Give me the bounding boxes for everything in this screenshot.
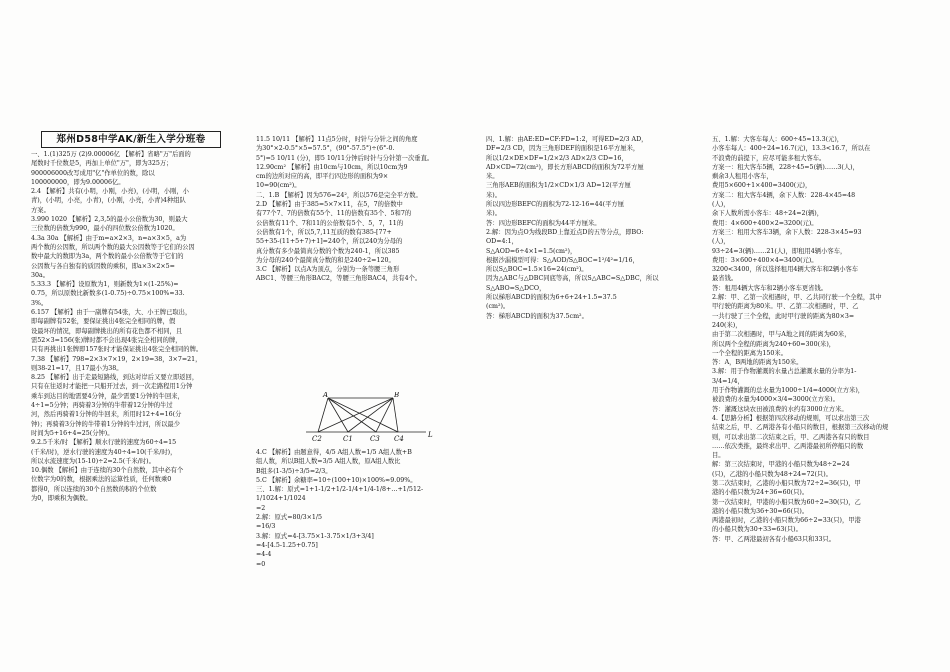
text-line: 4.3a 30a 【解析】由于m=a×2×3，n=a×3×5，a为 — [31, 234, 187, 242]
text-line: 9.2.5千米/时 【解析】顺水行驶的速度为60÷4=15 — [31, 439, 177, 447]
text-line: 只有在往返时才能把一只船开过去，到一次走路程用1分钟 — [31, 383, 193, 391]
text-line: 55+35-(11+5+7)+1]=240个，所以240为分母的 — [256, 238, 403, 246]
text-line: 第二次结束时，乙港的小船只数为72÷2=36(只)，甲 — [712, 479, 861, 487]
text-line: (千米/时)，逆水行驶的速度为40÷4=10(千米/时)， — [31, 448, 177, 456]
text-line: 1/1024+1/1024 — [256, 495, 306, 503]
text-line: 100000000，即为9.00006亿。 — [31, 178, 125, 186]
text-line: 位数字为0的数，根据乘法的运算性质，任何数乘0 — [31, 476, 172, 484]
text-line: 费用：3×600+400×4=3400(元)。 — [712, 256, 818, 264]
label-a: A — [323, 392, 329, 399]
text-line: 一共行驶了三个全程，此时甲行驶的距离为80×3= — [712, 312, 855, 320]
text-line: 为30°×2-0.5°×5=57.5°，(90°-57.5°)÷(6°-0. — [256, 145, 395, 153]
text-line: 米。 — [486, 173, 499, 181]
label-l: L — [428, 431, 433, 439]
text-line: 900006000改写成用"亿"作单位的数，除以 — [31, 169, 155, 177]
text-line: 乘车到达目的地需要4分钟，最少需要1分钟的牛回来， — [31, 392, 184, 400]
text-line: 五、1.解：大客车每人：600÷45≈13.3(元)， — [712, 136, 844, 143]
text-line: 港的小船只数为36+30=66(只)。 — [712, 507, 809, 515]
text-line: 2.D 【解析】由于385=5×7×11，在5，7的倍数中 — [256, 201, 403, 209]
text-line: 的小船只数为30+33=63(只)。 — [712, 526, 802, 534]
column-1 — [31, 150, 227, 503]
text-line: 答：甲、乙两港最初各有小船63只和33只。 — [712, 535, 836, 543]
text-line: 所以S△BOC=1.5×16=24(cm²)。 — [486, 266, 588, 274]
text-line: 甲行驶的距离为80米。甲、乙第二次相遇时，甲、乙 — [712, 303, 859, 311]
text-line: 为分母的240个最简真分数的和是240÷2=120。 — [256, 256, 395, 264]
text-line: (cm²)。 — [486, 303, 510, 311]
text-line: 方案三：租用大客车3辆，余下人数：228-3×45=93 — [712, 228, 862, 236]
text-line: 余下人数所需小客车：48÷24=2(辆)， — [712, 210, 824, 218]
text-line: 3/4=1/4， — [712, 377, 744, 385]
text-line: S△ABO=S△DCO， — [486, 284, 546, 292]
text-line: 需52×3=156(张)牌时都不会出现4张完全相同的牌， — [31, 336, 182, 344]
text-line: 则，可以求出第二次结束之后，甲、乙两港各有只的数目 — [712, 433, 870, 441]
text-line: 二、1.B 【解析】因为576=24²，所以576是完全平方数。 — [256, 191, 422, 199]
text-line: 答：租用4辆大客车和2辆小客车更省钱。 — [712, 284, 828, 292]
text-line: 由于第二次相遇时，甲与A地之间的距离为60米， — [712, 331, 851, 339]
text-line: 组人数，所以B组人数=3/5 A组人数，原A组人数比 — [256, 458, 401, 466]
text-line: 2.解：甲、乙第一次相遇时，甲、乙共同行驶一个全程，其中 — [712, 294, 882, 302]
label-c1: C1 — [343, 435, 353, 443]
text-line: 港的小船只数为24+36=60(只)。 — [712, 489, 809, 497]
text-line: 方案。 — [31, 206, 50, 214]
text-line: 93÷24=3(辆)……21(人)，即租用4辆小客车， — [712, 247, 847, 255]
text-line: 用于作物灌溉的总水量为1000÷1/4=4000(立方米)， — [712, 387, 865, 395]
text-line: S△AOD=6÷4×1=1.5(cm²)， — [486, 247, 577, 255]
label-c2: C2 — [312, 435, 322, 443]
text-line: 2.解：因为点O为线段BD上靠近点D的五等分点，即BO: — [486, 228, 644, 236]
label-c4: C4 — [394, 435, 404, 443]
text-line: 10=90(cm²)。 — [256, 182, 301, 190]
text-line: OD=4:1， — [486, 238, 518, 246]
text-line: 方案一：租大客车5辆，228÷45=5(辆)……3(人)， — [712, 163, 859, 171]
text-line: 3200<3400，所以选择租用4辆大客车和2辆小客车 — [712, 266, 859, 274]
document-title: 郑州D58中学AK/新生入学分班卷 — [41, 131, 221, 148]
text-line: =4-[4.5-1.25+0.75] — [256, 541, 318, 549]
text-line: 240(米)， — [712, 321, 742, 329]
text-line: 真分数有多少最简真分数的个数为240-1，所以385 — [256, 247, 400, 255]
text-line: 两港最初时，乙港的小船只数为66÷2=33(只)，甲港 — [712, 517, 861, 525]
text-line: 0.75，所以原数比新数多(1-0.75)÷0.75×100%≈33. — [31, 290, 185, 298]
text-line: 三位数的倍数为990，最小的四位数公倍数为1020。 — [31, 225, 179, 233]
text-line: 公因数与各自独有的质因数的乘积，即a×3×2×5= — [31, 262, 175, 270]
text-line: 四、1.解：由AE:ED=CF:FD=1:2，可得ED=2/3 AD， — [486, 136, 648, 143]
text-line: 公倍数有11个、7和11的公倍数有5个、5，7，11的 — [256, 219, 404, 227]
text-line: 答：A，B两地的距离为150米。 — [712, 359, 803, 367]
text-line: 6.157 【解析】由于一副牌有54张，大、小王牌已取出， — [31, 309, 192, 317]
text-line: 费用：4×600+400×2=3200(元)。 — [712, 219, 818, 227]
text-line: 5°)=5 10/11 (分)，即5 10/11分钟后时针与分针第一次垂直。 — [256, 154, 434, 162]
text-line: 被浪费的水量为4000×3/4=3000(立方米)。 — [712, 396, 839, 404]
text-line: =16/3 — [256, 523, 276, 531]
text-line: 5.33.3 【解析】设原数为1，则新数为1×(1-25%)= — [31, 281, 179, 289]
text-line: 10.偶数 【解析】由于连续的30个自然数，其中必有个 — [31, 467, 184, 475]
text-line: (人)， — [712, 201, 730, 209]
text-line: 为0，即乘积为偶数。 — [31, 494, 92, 502]
text-line: 有77个7、7的倍数有55个、11的倍数有35个、5和7的 — [256, 210, 412, 218]
text-line: 3.990 1020 【解析】2,3,5的最小公倍数为30，则最大 — [31, 216, 188, 224]
isosceles-triangle-diagram — [298, 392, 448, 444]
text-line: 答：灌溉这块农田被浪费的水约有3000立方米。 — [712, 405, 848, 413]
text-line: 米)。 — [486, 191, 502, 199]
text-line: 数中最大的数即为3a，两个数的最小公倍数等于它们的 — [31, 253, 184, 261]
text-line: B组多(1-3/5)÷3/5=2/3。 — [256, 467, 332, 475]
text-line: 30a。 — [31, 271, 50, 279]
text-line: 都得0，所以连续的30个自然数的积的个位数 — [31, 485, 157, 493]
text-line: 12.90cm² 【解析】由10cm与10cm，所以10cm为9 — [256, 163, 408, 171]
column-2-continued — [256, 448, 461, 569]
text-line: 2.4 【解析】共有(小明，小刚，小亮)，(小明，小刚，小 — [31, 188, 189, 196]
text-line: 结束之后，甲、乙两港各有小船只的数目，根据第三次移动的规 — [712, 424, 889, 432]
text-line: DF=2/3 CD，因为三角形DEF的面积是16平方厘米， — [486, 145, 640, 153]
text-line: 目。 — [712, 452, 725, 460]
text-line: 费用5×600+1×400=3400(元)， — [712, 182, 812, 190]
column-2 — [256, 135, 461, 284]
text-line: AD×CD=72(cm²)，即长方形ABCD的面积为72平方厘 — [486, 163, 644, 171]
text-line: 剩余3人租用小客车， — [712, 173, 773, 181]
text-line: 两个数的公因数，所以两个数的最大公因数等于它们的公因 — [31, 243, 195, 251]
label-c3: C3 — [370, 435, 380, 443]
text-line: 三角形AEB的面积为1/2×CD×1/3 AD=12(平方厘 — [486, 182, 631, 190]
text-line: 3.解：原式=4-[3.75×1-3.75×1/3+3/4] — [256, 532, 374, 540]
text-line: 第一次结束时，甲港的小船只数为60÷2=30(只)，乙 — [712, 498, 861, 506]
text-line: 3%。 — [31, 299, 48, 307]
text-line: 8.25 【解析】出于走最短路线，到达对岸后又要立即返回， — [31, 374, 199, 382]
text-line: 解：第三次结束时，甲港的小船只数为48÷2=24 — [712, 461, 850, 469]
text-line: 3.解：用于作物灌溉的水量占总灌溉水量的分率为1- — [712, 368, 857, 376]
text-line: 所以四边形BEFC的面积为72-12-16=44(平方厘 — [486, 201, 625, 209]
text-line: 设最坏的情况，即每副牌挑出的所有花色都不相同，且 — [31, 327, 183, 335]
text-line: 4.C 【解析】由题意得，4/5 A组人数=1/5 A组人数+B — [256, 449, 412, 456]
text-line: 3.C 【解析】以点A为顶点，分别为一条等腰三角形 — [256, 266, 400, 274]
text-line: 方案二：租大客车4辆，余下人数：228-4×45=48 — [712, 191, 856, 199]
text-line: 11.5 10/11 【解析】11点5分时，时针与分针之间的角度 — [256, 136, 418, 143]
text-line: 一、1.(1)325万 (2)9.00006亿 【解析】省略"万"后面的 — [31, 151, 191, 158]
text-line: 小客车每人：400÷24=16.7(元)，13.3<16.7，所以在 — [712, 145, 871, 153]
text-line: 只有再挑出1张牌即157张时才能保证挑出4张完全相同的牌。 — [31, 346, 203, 354]
text-line: 因为△ABC与△DBC同底等高，所以S△ABC=S△DBC，所以 — [486, 275, 659, 283]
text-line: 公倍数有1个，所以5,7,11互质的数有385-[77+ — [256, 228, 392, 236]
text-line: 根据沙漏模型可得：S△AOD/S△BOC=1²/4²=1/16， — [486, 256, 639, 264]
text-line: 即每副牌有52张，要保证挑出4张完全相同的牌，假 — [31, 318, 176, 326]
text-line: 河，然后再骑着1分钟的牛回来，所用时12+4=16(分 — [31, 411, 182, 419]
text-line: 答：四边形BEFC的面积为44平方厘米。 — [486, 219, 601, 227]
text-line: 三、1.解：原式=1+1-1/2+1/2-1/4+1/4-1/8+…+1/512- — [256, 486, 424, 494]
text-line: =4-4 — [256, 551, 272, 559]
text-line: 所以两个全程的距离为240+60=300(米)， — [712, 340, 836, 348]
text-line: 米)。 — [486, 210, 502, 218]
text-line: (只)，乙港的小船只数为48+24=72(只)。 — [712, 470, 832, 478]
text-line: =2 — [256, 504, 266, 512]
text-line: 5.C 【解析】余糖率=10÷(100+10)×100%≈9.09%。 — [256, 476, 417, 484]
text-line: 2.解：原式=80/3×1/5 — [256, 514, 323, 522]
text-line: 青)，(小明，小亮，小青)，(小刚，小亮，小青)4种组队 — [31, 197, 186, 205]
text-line: 答：梯形ABCD的面积为37.5cm²。 — [486, 312, 588, 320]
text-line: 时间为5+16+4=25(分钟)。 — [31, 429, 114, 437]
text-line: 7.38 【解析】798=2×3×7×19，2×19=38，3×7=21， — [31, 355, 202, 363]
column-4 — [712, 135, 924, 544]
text-line: 4.【思路分析】根据第四次移动的规则，可以求出第三次 — [712, 414, 870, 422]
text-line: ABC1、等腰三角形BAC2，等腰三角形BAC4，共有4个。 — [256, 275, 422, 283]
text-line: 最省钱。 — [712, 275, 738, 283]
text-line: 不浪费的前提下，应尽可能多租大客车。 — [712, 154, 826, 162]
text-line: 所以1/2×DE×DF=1/2×2/3 AD×2/3 CD=16， — [486, 154, 628, 162]
text-line: cm的边所对应的高，即平行四边形的面积为9× — [256, 173, 389, 181]
text-line: =0 — [256, 560, 266, 568]
text-line: 则38-21=17，且17最小为38。 — [31, 364, 123, 372]
text-line: 一个全程的距离为150米。 — [712, 349, 787, 357]
column-3 — [486, 135, 686, 321]
text-line: 尾数时千位数是5，再加上单位"万"，即为325万； — [31, 160, 173, 168]
label-b: B — [394, 392, 400, 399]
text-line: 所以梯形ABCD的面积为6+6+24+1.5=37.5 — [486, 294, 617, 302]
text-line: 所以水流速度为(15-10)÷2=2.5(千米/时)。 — [31, 457, 155, 465]
text-line: (人)， — [712, 238, 730, 246]
text-line: 4÷1=5分钟；再骑着3分钟的牛带着12分钟的牛过 — [31, 402, 173, 410]
text-line: ……依次类推，最终求出甲、乙两港最初所停船只的数 — [712, 442, 864, 450]
text-line: 钟)；再骑着3分钟的牛带着1分钟的牛过河，所以最少 — [31, 420, 181, 428]
